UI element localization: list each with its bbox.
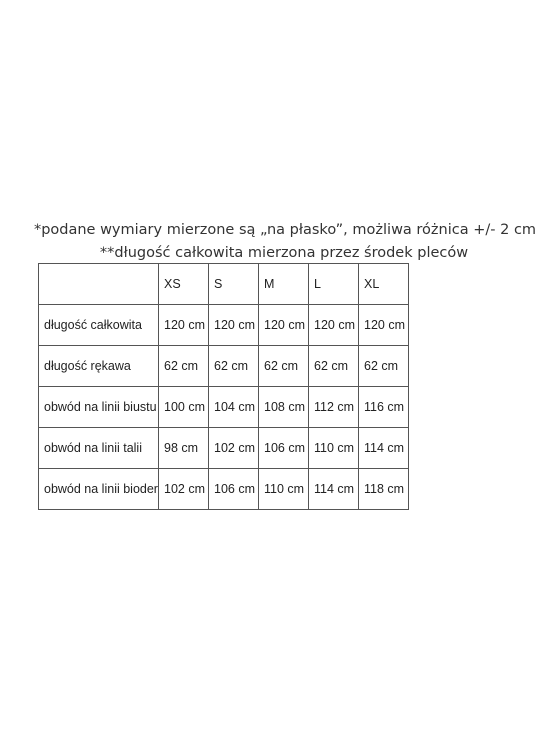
table-cell: 62 cm: [159, 346, 209, 387]
table-cell: 114 cm: [359, 428, 409, 469]
table-cell: 62 cm: [309, 346, 359, 387]
table-header-row: [39, 264, 409, 305]
table-row: [39, 346, 409, 387]
row-label: obwód na linii bioder: [39, 469, 159, 510]
table-cell: 114 cm: [309, 469, 359, 510]
table-row: [39, 428, 409, 469]
table-cell: 116 cm: [359, 387, 409, 428]
size-table: [38, 263, 409, 510]
row-label: długość całkowita: [39, 305, 159, 346]
size-header: L: [309, 264, 359, 305]
table-row: [39, 305, 409, 346]
size-header: XL: [359, 264, 409, 305]
table-cell: 62 cm: [359, 346, 409, 387]
table-row: [39, 387, 409, 428]
table-cell: 118 cm: [359, 469, 409, 510]
table-cell: 120 cm: [209, 305, 259, 346]
row-label: długość rękawa: [39, 346, 159, 387]
table-cell: 102 cm: [209, 428, 259, 469]
table-cell: 102 cm: [159, 469, 209, 510]
table-cell: 106 cm: [259, 428, 309, 469]
table-cell: 110 cm: [259, 469, 309, 510]
table-cell: 108 cm: [259, 387, 309, 428]
table-cell: 106 cm: [209, 469, 259, 510]
size-header: M: [259, 264, 309, 305]
table-cell: 120 cm: [259, 305, 309, 346]
length-note: **długość całkowita mierzona przez środek pleców: [99, 245, 469, 261]
table-cell: 120 cm: [159, 305, 209, 346]
table-cell: 110 cm: [309, 428, 359, 469]
table-cell: 120 cm: [309, 305, 359, 346]
table-cell: 62 cm: [209, 346, 259, 387]
table-cell: 104 cm: [209, 387, 259, 428]
corner-cell: [39, 264, 159, 305]
row-label: obwód na linii talii: [39, 428, 159, 469]
table-row: [39, 469, 409, 510]
size-header: XS: [159, 264, 209, 305]
table-cell: 120 cm: [359, 305, 409, 346]
table-cell: 100 cm: [159, 387, 209, 428]
size-header: S: [209, 264, 259, 305]
table-cell: 62 cm: [259, 346, 309, 387]
table-cell: 98 cm: [159, 428, 209, 469]
row-label: obwód na linii biustu: [39, 387, 159, 428]
table-cell: 112 cm: [309, 387, 359, 428]
measurement-note: *podane wymiary mierzone są „na płasko”, możliwa różnica +/- 2 cm: [33, 222, 537, 238]
